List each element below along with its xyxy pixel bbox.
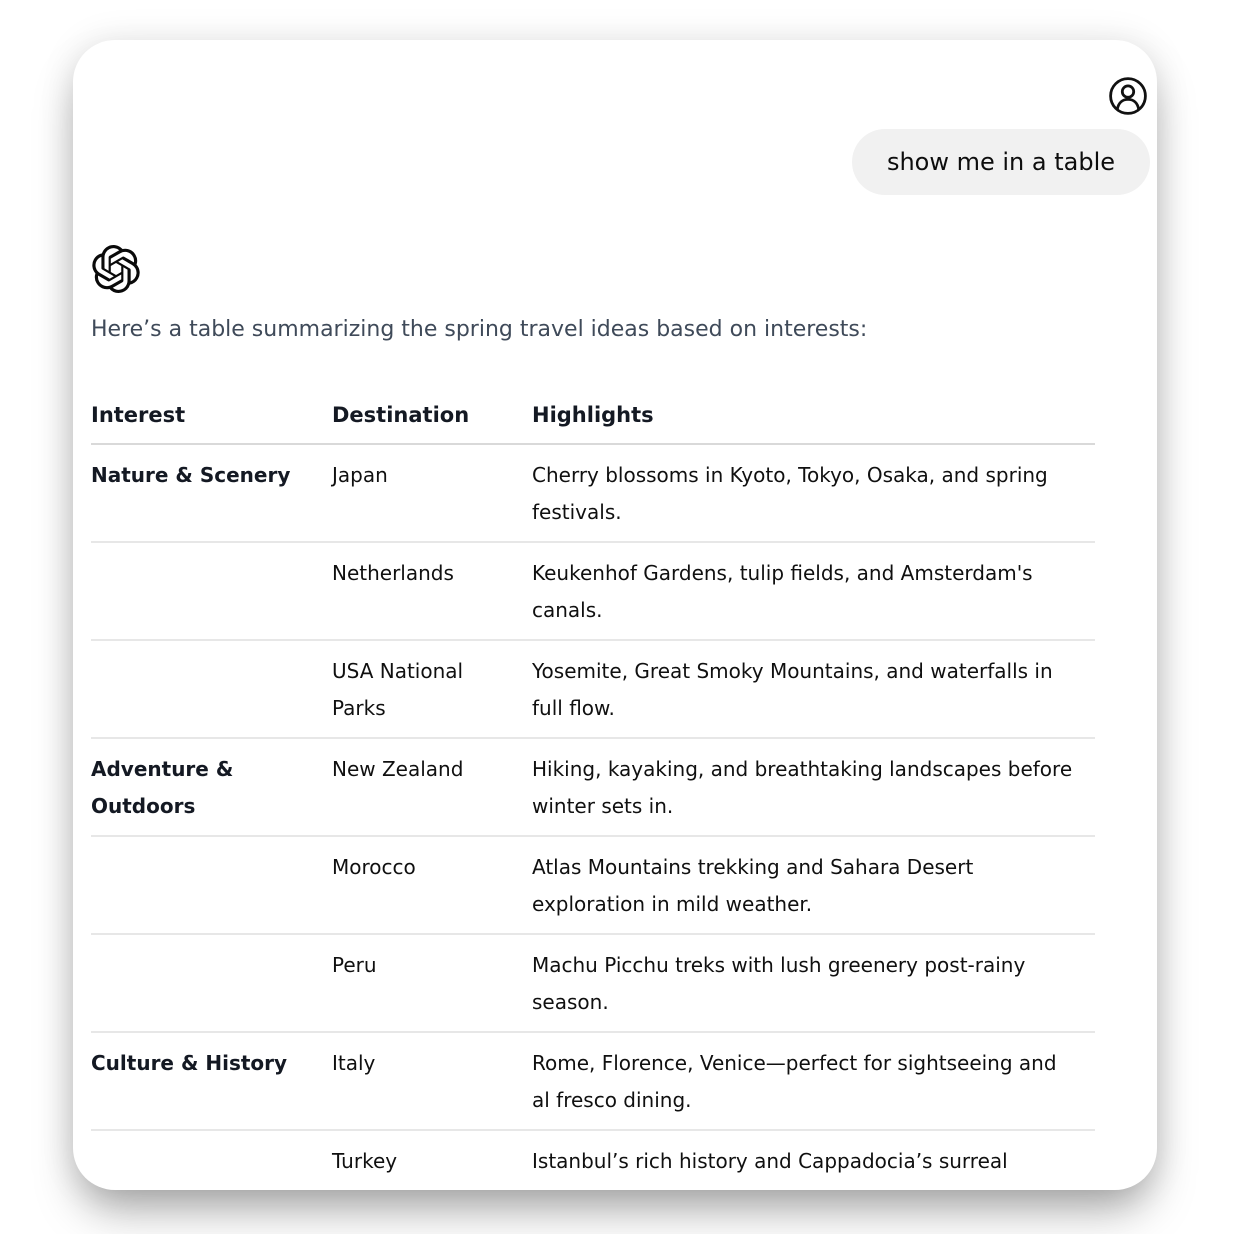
- table-header-row: [91, 395, 1095, 444]
- cell-interest: [91, 542, 332, 640]
- table-row: [91, 1032, 1095, 1130]
- column-header-interest: Interest: [91, 395, 332, 444]
- table-body: [91, 444, 1095, 1190]
- cell-destination: Italy: [332, 1032, 532, 1130]
- cell-destination: Japan: [332, 444, 532, 542]
- cell-destination: Turkey: [332, 1130, 532, 1190]
- column-header-destination: Destination: [332, 395, 532, 444]
- travel-table: [91, 395, 1095, 1190]
- cell-highlights: Rome, Florence, Venice—perfect for sightseeing and al fresco dining.: [532, 1032, 1095, 1130]
- table-row: [91, 444, 1095, 542]
- cell-interest: [91, 934, 332, 1032]
- cell-destination: Morocco: [332, 836, 532, 934]
- user-message-text: show me in a table: [886, 148, 1115, 176]
- cell-highlights: Keukenhof Gardens, tulip fields, and Amsterdam's canals.: [532, 542, 1095, 640]
- assistant-intro-text: Here’s a table summarizing the spring travel ideas based on interests:: [91, 317, 868, 342]
- table-row: [91, 934, 1095, 1032]
- cell-interest: Adventure & Outdoors: [91, 738, 332, 836]
- cell-highlights: Machu Picchu treks with lush greenery post-rainy season.: [532, 934, 1095, 1032]
- cell-interest: Culture & History: [91, 1032, 332, 1130]
- cell-highlights: Istanbul’s rich history and Cappadocia’s surreal: [532, 1130, 1095, 1190]
- openai-logo-icon: [92, 245, 140, 293]
- cell-interest: [91, 836, 332, 934]
- user-avatar-icon[interactable]: [1108, 76, 1148, 116]
- cell-interest: [91, 1130, 332, 1190]
- cell-destination: Netherlands: [332, 542, 532, 640]
- cell-highlights: Hiking, kayaking, and breathtaking landscapes before winter sets in.: [532, 738, 1095, 836]
- table-row: [91, 640, 1095, 738]
- cell-highlights: Yosemite, Great Smoky Mountains, and waterfalls in full flow.: [532, 640, 1095, 738]
- user-message-bubble: [852, 129, 1150, 195]
- table-row: [91, 1130, 1095, 1190]
- travel-table-wrap: [91, 395, 1095, 1190]
- column-header-highlights: Highlights: [532, 395, 1095, 444]
- table-row: [91, 542, 1095, 640]
- cell-destination: Peru: [332, 934, 532, 1032]
- chat-card: [73, 40, 1157, 1190]
- cell-interest: [91, 640, 332, 738]
- cell-destination: USA National Parks: [332, 640, 532, 738]
- cell-highlights: Cherry blossoms in Kyoto, Tokyo, Osaka, and spring festivals.: [532, 444, 1095, 542]
- table-row: [91, 836, 1095, 934]
- cell-destination: New Zealand: [332, 738, 532, 836]
- cell-highlights: Atlas Mountains trekking and Sahara Desert exploration in mild weather.: [532, 836, 1095, 934]
- cell-interest: Nature & Scenery: [91, 444, 332, 542]
- table-row: [91, 738, 1095, 836]
